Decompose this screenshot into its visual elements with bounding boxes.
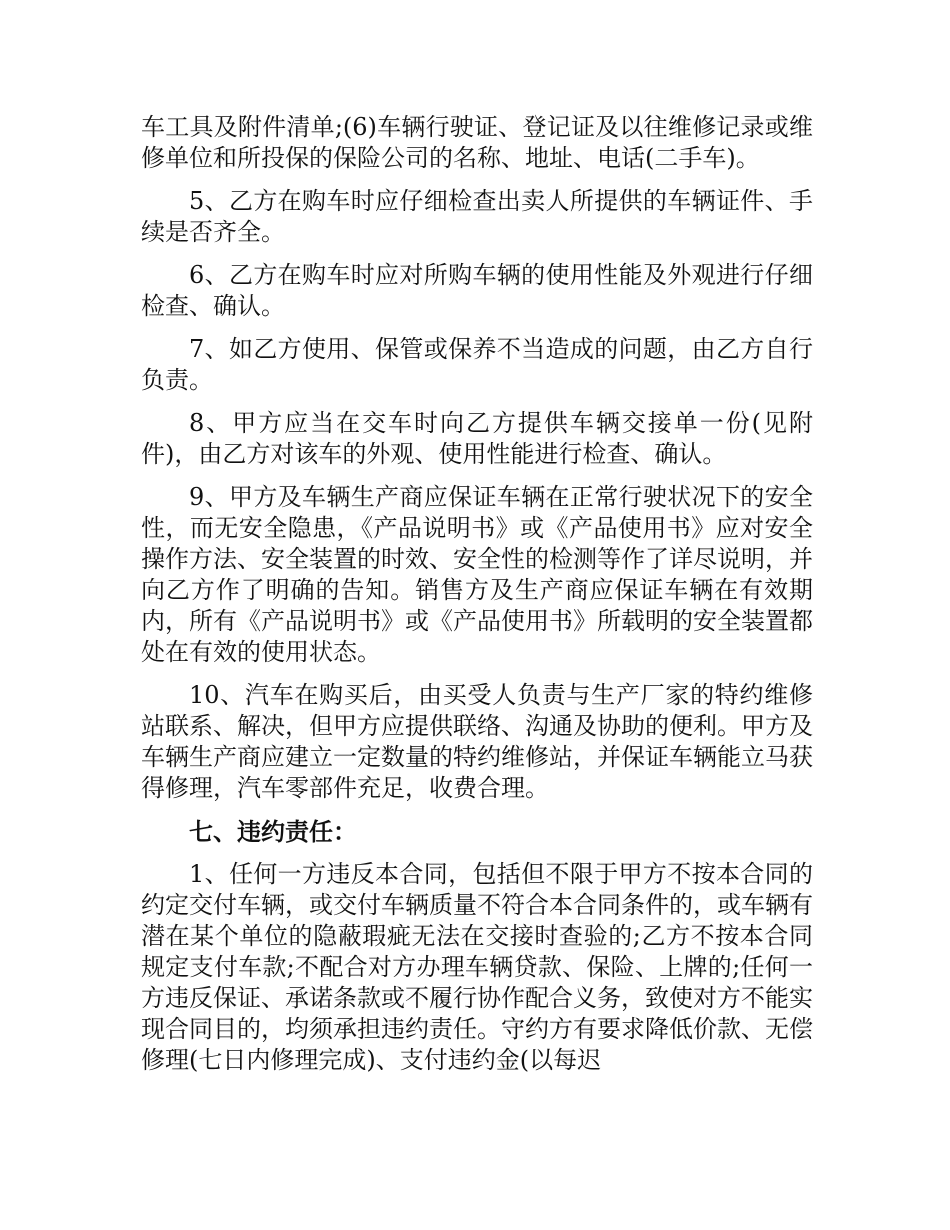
paragraph-breach-clause-1: 1、任何一方违反本合同，包括但不限于甲方不按本合同的约定交付车辆，或交付车辆质量不符合本合同条件的，或车辆有潜在某个单位的隐蔽瑕疵无法在交接时查验的;乙方不按本合同规定支付车款;不配合对方办理车辆贷款、保险、上牌的;任何一方违反保证、承诺条款或不履行协作配合义务，致使对方不能实现合同目的，均须承担违约责任。守约方有要求降低价款、无偿修理(七日内修理完成)、支付违约金(以每迟 [141, 860, 813, 1074]
paragraph-attachment-list-continuation: 车工具及附件清单;(6)车辆行驶证、登记证及以往维修记录或维修单位和所投保的保险公司的名称、地址、电话(二手车)。 [141, 113, 813, 172]
paragraph-clause-7: 7、如乙方使用、保管或保养不当造成的问题，由乙方自行负责。 [141, 335, 813, 394]
paragraph-clause-9: 9、甲方及车辆生产商应保证车辆在正常行驶状况下的安全性，而无安全隐患，《产品说明书》或《产品使用书》应对安全操作方法、安全装置的时效、安全性的检测等作了详尽说明，并向乙方作了明确的告知。销售方及生产商应保证车辆在有效期内，所有《产品说明书》或《产品使用书》所载明的安全装置都处在有效的使用状态。 [141, 483, 813, 666]
paragraph-clause-6: 6、乙方在购车时应对所购车辆的使用性能及外观进行仔细检查、确认。 [141, 261, 813, 320]
document-page [141, 112, 813, 1088]
paragraph-clause-10: 10、汽车在购买后，由买受人负责与生产厂家的特约维修站联系、解决，但甲方应提供联络、沟通及协助的便利。甲方及车辆生产商应建立一定数量的特约维修站，并保证车辆能立马获得修理，汽车零部件充足，收费合理。 [141, 681, 813, 802]
paragraph-clause-8: 8、甲方应当在交车时向乙方提供车辆交接单一份(见附件)，由乙方对该车的外观、使用性能进行检查、确认。 [141, 409, 813, 468]
section-heading-breach-liability: 七、违约责任： [189, 817, 357, 846]
paragraph-clause-5: 5、乙方在购车时应仔细检查出卖人所提供的车辆证件、手续是否齐全。 [141, 187, 813, 246]
